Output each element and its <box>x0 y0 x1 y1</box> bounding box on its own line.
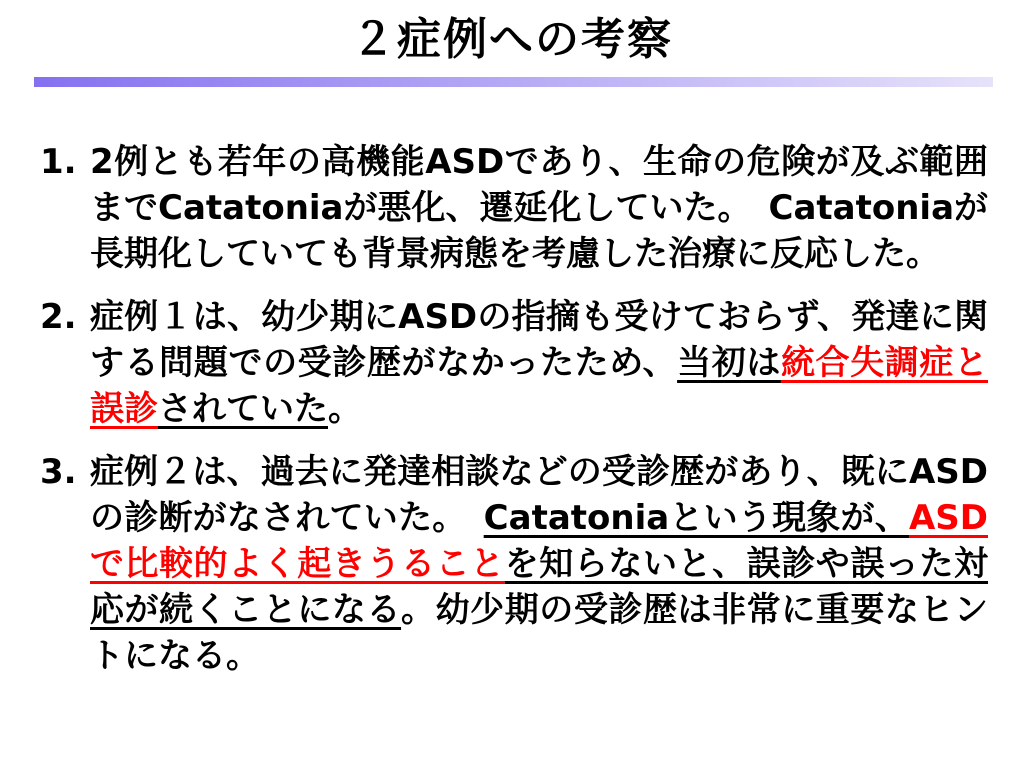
list-item <box>40 294 988 432</box>
text-segment-red-underline: ASDで比較的よく起きうること <box>90 498 988 584</box>
text-segment-red-underline: 統合失調症と誤診 <box>90 343 989 429</box>
text-segment-plain: 2例とも若年の高機能ASDであり、生命の危険が及ぶ範囲までCatatoniaが悪化、遷延化していた。 Catatoniaが長期化していても背景病態を考慮した治療に反応した。 <box>90 142 989 274</box>
text-segment-underline: Catatoniaという現象が、 <box>483 498 909 538</box>
item-number: 3. <box>40 452 77 492</box>
text-segment-plain: 症例１は、幼少期にASDの指摘も受けておらず、発達に関する問題での受診歴がなかったため、 <box>90 297 988 383</box>
text-segment-underline: 当初は <box>677 343 781 383</box>
list-item <box>40 139 988 277</box>
text-segment-plain: 。 <box>328 389 362 429</box>
text-segment-underline: されていた <box>158 389 328 429</box>
list-item <box>40 449 988 679</box>
item-text <box>90 449 988 679</box>
item-text <box>90 294 988 432</box>
item-text <box>90 139 988 277</box>
text-segment-underline: を知らないと、誤診や誤った対応が続くことになる <box>90 544 989 630</box>
case-list <box>40 139 988 679</box>
item-number: 1. <box>40 142 77 182</box>
slide-title: ２症例への考察 <box>351 14 673 65</box>
title-accent-bar <box>34 77 993 87</box>
item-number: 2. <box>40 297 77 337</box>
text-segment-plain: 。幼少期の受診歴は非常に重要なヒントになる。 <box>90 590 989 676</box>
text-segment-plain: 症例２は、過去に発達相談などの受診歴があり、既にASDの診断がなされていた。 <box>90 452 988 538</box>
